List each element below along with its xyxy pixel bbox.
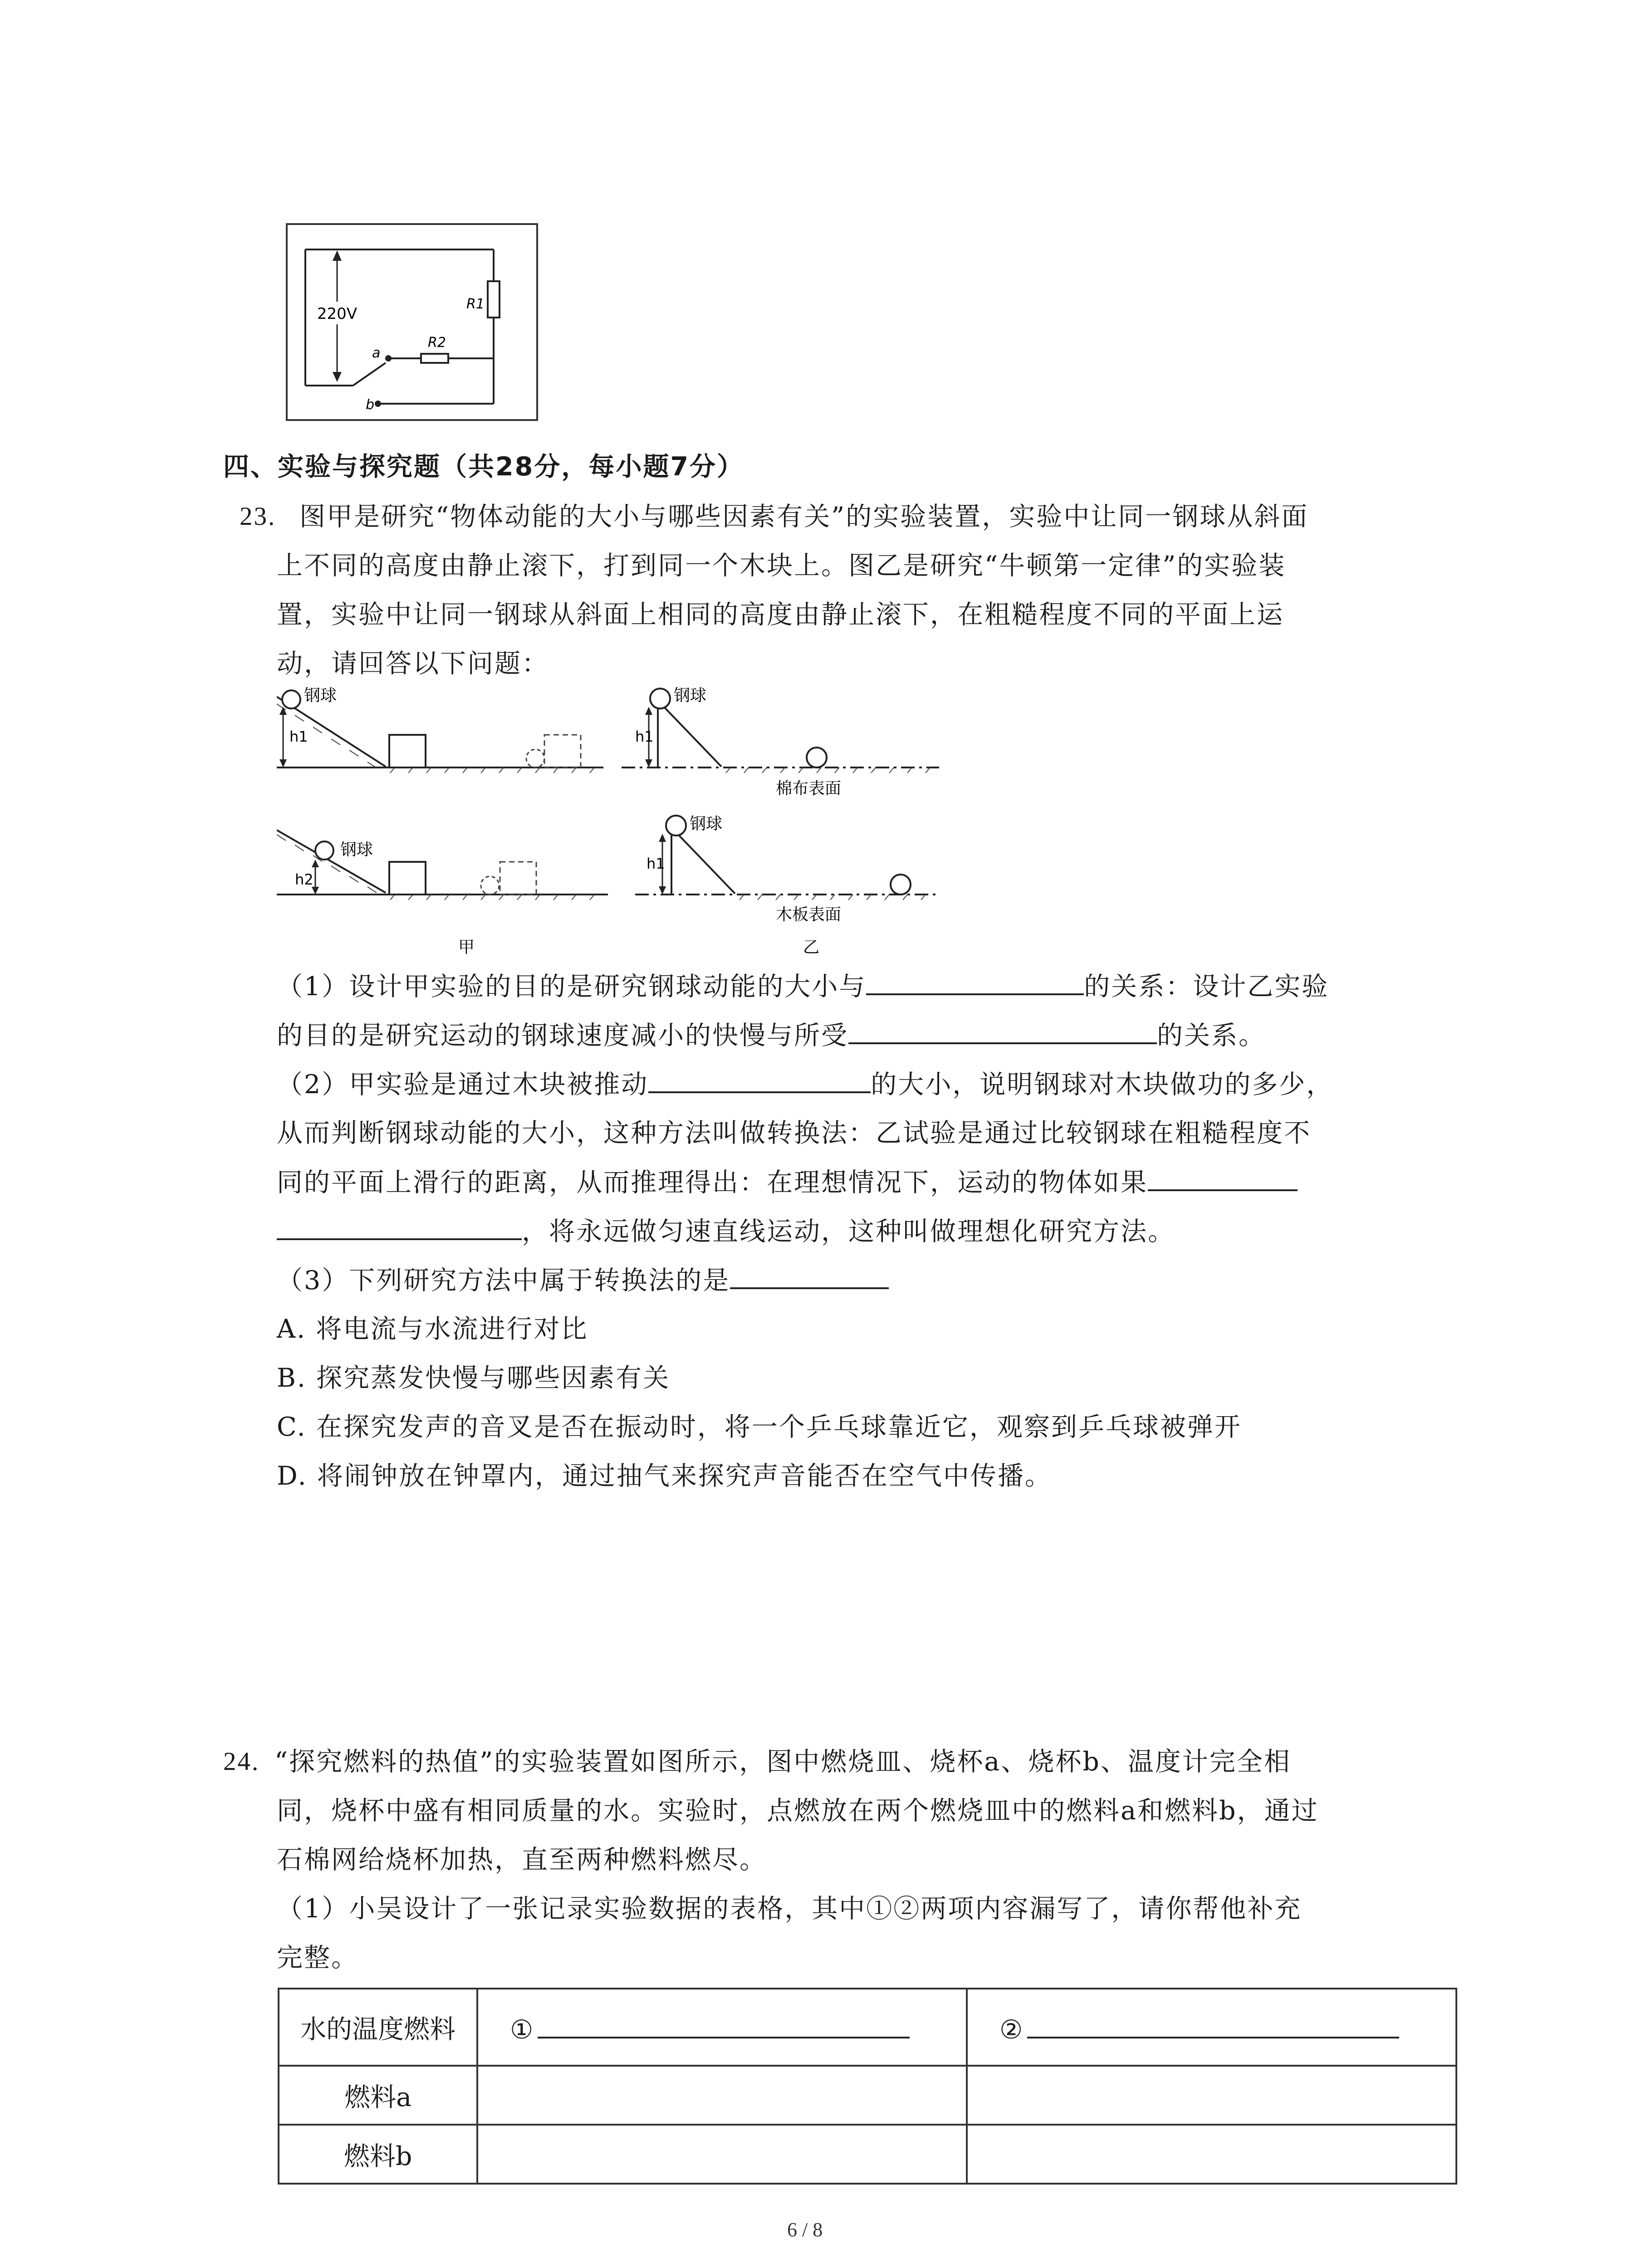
q23-part2-text-e: ，将永远做匀速直线运动，这种叫做理想化研究方法。 [522,1217,1175,1246]
q24-stem-line2: 同，烧杯中盛有相同质量的水。实验时，点燃放在两个燃烧皿中的燃料a和燃料b，通过 [277,1796,1319,1826]
q24-part1-line1: （1）小吴设计了一张记录实验数据的表格，其中①②两项内容漏写了，请你帮他补充 [277,1894,1302,1924]
h1-label-2: h1 [635,728,654,745]
terminal-b [375,401,381,407]
yi-top-setup [622,686,939,798]
a-label: a [372,345,381,361]
q23-part2-line2: 从而判断钢球动能的大小，这种方法叫做转换法：乙试验是通过比较钢球在粗糙程度不 [277,1118,1311,1148]
row-fuel-b-cell2[interactable] [967,2125,1456,2184]
table-header-cell: 水的温度燃料 [279,1989,477,2066]
q23-part1-text-c: 的目的是研究运动的钢球速度减小的快慢与所受 [277,1021,848,1051]
cotton-surface-label: 棉布表面 [776,779,842,798]
question-24-number: 24. [223,1747,260,1776]
resistor-r1 [488,281,500,318]
answer-blank-4b[interactable] [277,1207,522,1240]
q23-part1-text-a: （1）设计甲实验的目的是研究钢球动能的大小与 [277,972,867,1002]
jia-label: 甲 [458,938,475,957]
table-row [279,1989,1456,2066]
q23-part2-text-d: 同的平面上滑行的距离，从而推理得出：在理想情况下，运动的物体如果 [277,1168,1148,1198]
answer-blank-5[interactable] [730,1256,889,1289]
q23-part2-line4 [277,1207,1175,1256]
option-b: B. 探究蒸发快慢与哪些因素有关 [277,1363,671,1393]
q23-stem-line2: 上不同的高度由静止滚下，打到同一个木块上。图乙是研究“牛顿第一定律”的实验装 [277,551,1286,581]
q23-part2-line1 [277,1060,1333,1109]
circuit-diagram [285,222,539,422]
row-fuel-a-label: 燃料a [279,2066,477,2125]
jia-bottom-setup [277,830,608,957]
answer-blank-col1[interactable] [538,2009,910,2038]
board-surface-label: 木板表面 [776,905,842,924]
answer-blank-1[interactable] [866,962,1084,995]
q23-part3-text: （3）下列研究方法中属于转换法的是 [277,1266,730,1295]
circuit-figure [285,222,539,422]
resistor-r2 [421,354,448,363]
q23-part1-text-d: 的关系。 [1157,1021,1266,1051]
answer-blank-4a[interactable] [1148,1158,1298,1191]
col1-marker: ① [510,2015,534,2045]
ball-label-1: 钢球 [304,686,337,705]
col2-marker: ② [999,2015,1023,2045]
h1-label-1: h1 [289,728,308,745]
table-row [279,2066,1456,2125]
option-c: C. 在探究发声的音叉是否在振动时，将一个乒乓球靠近它，观察到乒乓球被弹开 [277,1412,1242,1442]
answer-blank-col2[interactable] [1027,2009,1399,2038]
r2-label: R2 [428,335,446,351]
b-label: b [366,397,375,413]
answer-blank-2[interactable] [848,1011,1157,1044]
h2-label: h2 [295,871,314,888]
q23-stem-line1: 图甲是研究“物体动能的大小与哪些因素有关”的实验装置，实验中让同一钢球从斜面 [299,502,1309,532]
switch [353,363,386,386]
question-23-number: 23. [240,502,276,531]
experiment-figure [277,680,948,962]
q24-stem-line3: 石棉网给烧杯加热，直至两种燃料燃尽。 [277,1845,767,1875]
r1-label: R1 [466,296,485,312]
experiment-diagram [277,680,948,962]
page-number: 6 / 8 [787,2219,823,2241]
table-col2-cell [967,1989,1456,2066]
yi-bottom-setup [635,815,939,957]
q23-part1-text-b: 的关系：设计乙实验 [1084,972,1329,1002]
voltage-label: 220V [317,305,358,323]
q23-part1-line1 [277,962,1329,1011]
option-a: A. 将电流与水流进行对比 [277,1314,588,1344]
q23-part2-text-a: （2）甲实验是通过木块被推动 [277,1070,649,1100]
jia-top-setup [277,686,603,773]
q23-part2-line3 [277,1158,1298,1207]
ball-label-3: 钢球 [340,841,373,859]
record-table [278,1988,1457,2185]
answer-blank-3[interactable] [648,1060,871,1093]
table-col1-cell [477,1989,967,2066]
ball-label-2: 钢球 [674,686,707,705]
q23-stem-line4: 动，请回答以下问题： [277,649,549,679]
q23-part3-line [277,1256,889,1305]
yi-label: 乙 [803,938,820,957]
q24-part1-line2: 完整。 [277,1943,358,1973]
q23-stem-line3: 置，实验中让同一钢球从斜面上相同的高度由静止滚下，在粗糙程度不同的平面上运 [277,600,1284,630]
section-heading: 四、实验与探究题（共28分，每小题7分） [223,452,744,482]
terminal-a [385,355,392,362]
q23-part2-text-b: 的大小，说明钢球对木块做功的多少， [871,1070,1334,1100]
row-fuel-a-cell1[interactable] [477,2066,967,2125]
q23-part1-line2 [277,1011,1266,1060]
ball-label-4: 钢球 [690,815,723,833]
q24-stem-line1: “探究燃料的热值”的实验装置如图所示，图中燃烧皿、烧杯a、烧杯b、温度计完全相 [274,1747,1291,1777]
row-fuel-b-cell1[interactable] [477,2125,967,2184]
option-d: D. 将闹钟放在钟罩内，通过抽气来探究声音能否在空气中传播。 [277,1461,1052,1491]
h1-label-3: h1 [647,855,665,872]
row-fuel-a-cell2[interactable] [967,2066,1456,2125]
row-fuel-b-label: 燃料b [279,2125,477,2184]
table-row [279,2125,1456,2184]
